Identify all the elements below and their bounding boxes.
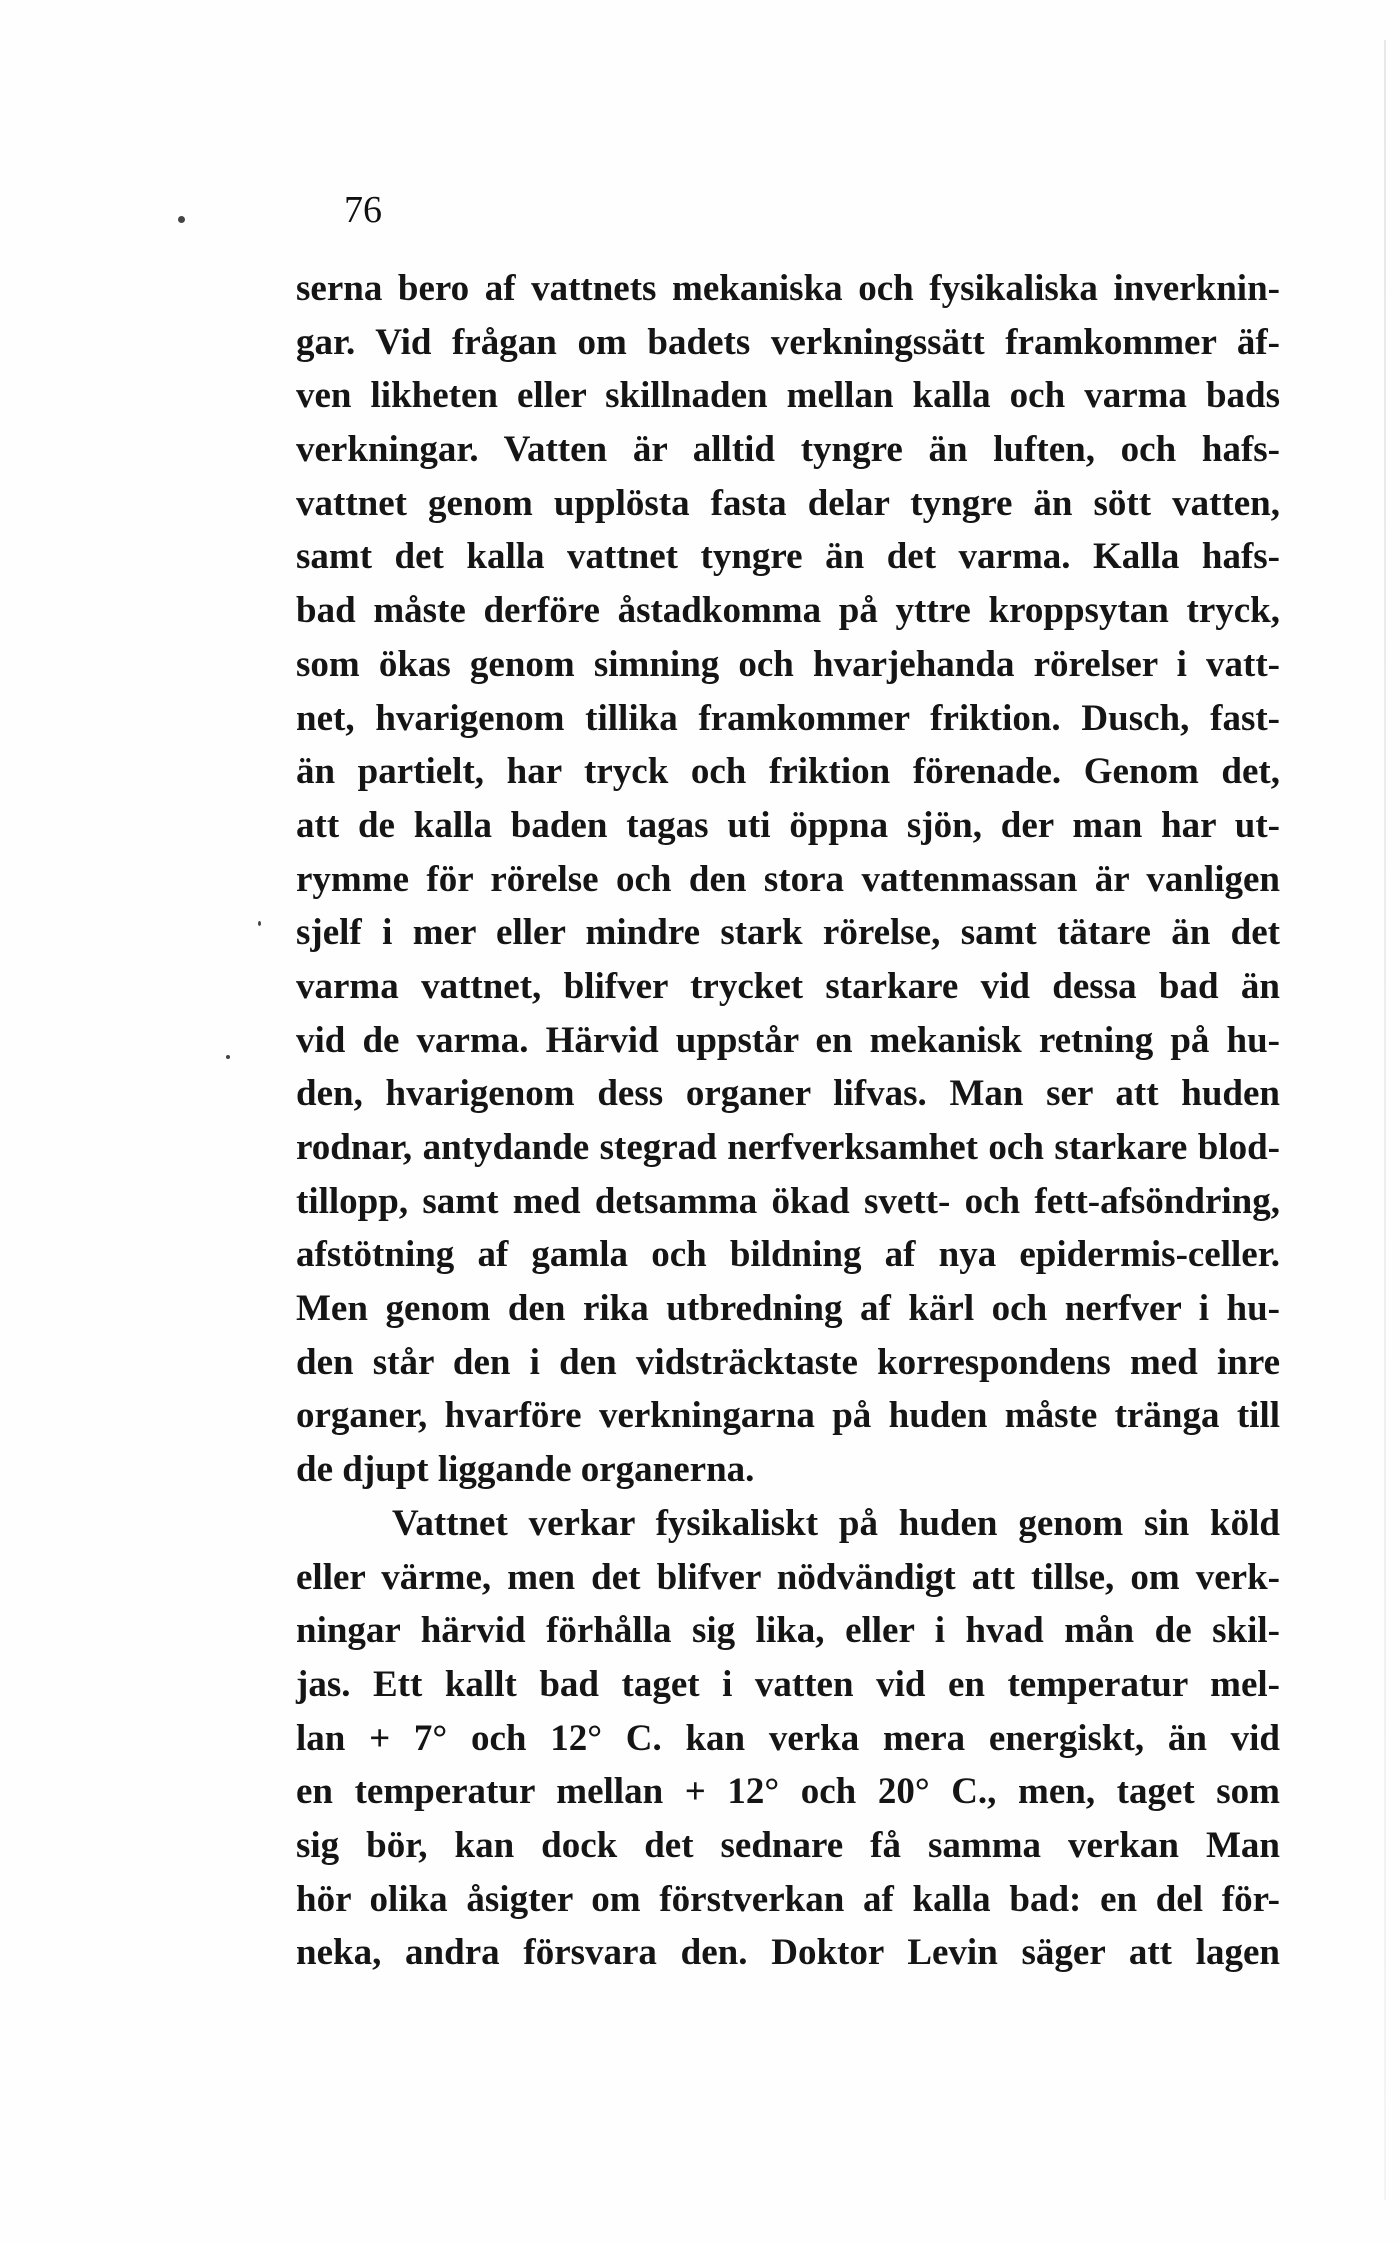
text-line: som ökas genom simning och hvarjehanda rörelser i vatt- <box>296 643 1280 685</box>
text-line: neka, andra försvara den. Doktor Levin säger att lagen <box>296 1932 1280 1974</box>
text-line: hör olika åsigter om förstverkan af kalla bad: en del för- <box>296 1878 1280 1920</box>
text-line: den står den i den vidsträcktaste korrespondens med inre <box>296 1341 1280 1383</box>
print-speck <box>258 921 261 926</box>
paragraph-start-line: Vattnet verkar fysikaliskt på huden genom sin köld <box>392 1502 1280 1544</box>
text-line: än partielt, har tryck och friktion förenade. Genom det, <box>296 751 1280 793</box>
text-line: samt det kalla vattnet tyngre än det varma. Kalla hafs- <box>296 536 1280 578</box>
text-line: eller värme, men det blifver nödvändigt att tillse, om verk- <box>296 1556 1280 1598</box>
text-line: afstötning af gamla och bildning af nya epidermis-celler. <box>296 1234 1280 1276</box>
body-text <box>296 262 1280 1980</box>
text-line: varma vattnet, blifver trycket starkare vid dessa bad än <box>296 965 1280 1007</box>
text-line: gar. Vid frågan om badets verkningssätt framkommer äf- <box>296 321 1280 363</box>
text-line: sig bör, kan dock det sednare få samma verkan Man <box>296 1824 1280 1866</box>
text-line: vattnet genom upplösta fasta delar tyngre än sött vatten, <box>296 482 1280 524</box>
text-line: att de kalla baden tagas uti öppna sjön, der man har ut- <box>296 804 1280 846</box>
page-edge-shadow <box>1384 40 1386 2200</box>
page-number: 76 <box>344 189 382 231</box>
text-line: net, hvarigenom tillika framkommer friktion. Dusch, fast- <box>296 697 1280 739</box>
text-line: serna bero af vattnets mekaniska och fysikaliska inverknin- <box>296 268 1280 309</box>
print-speck <box>226 1055 230 1059</box>
text-line: organer, hvarföre verkningarna på huden måste tränga till <box>296 1395 1280 1437</box>
paragraph-end-line: de djupt liggande organerna. <box>296 1449 755 1491</box>
print-speck <box>178 216 185 223</box>
text-line: en temperatur mellan + 12° och 20° C., men, taget som <box>296 1771 1280 1813</box>
text-line: ven likheten eller skillnaden mellan kalla och varma bads <box>296 375 1280 417</box>
text-line: sjelf i mer eller mindre stark rörelse, samt tätare än det <box>296 912 1280 954</box>
text-line: lan + 7° och 12° C. kan verka mera energiskt, än vid <box>296 1717 1280 1759</box>
text-line: Men genom den rika utbredning af kärl och nerfver i hu- <box>296 1288 1280 1330</box>
text-line: vid de varma. Härvid uppstår en mekanisk retning på hu- <box>296 1019 1280 1061</box>
text-line: rymme för rörelse och den stora vattenmassan är vanligen <box>296 858 1280 900</box>
text-line: ningar härvid förhålla sig lika, eller i hvad mån de skil- <box>296 1610 1280 1652</box>
text-line: jas. Ett kallt bad taget i vatten vid en temperatur mel- <box>296 1663 1280 1705</box>
text-line: rodnar, antydande stegrad nerfverksamhet och starkare blod- <box>296 1127 1280 1168</box>
text-line: tillopp, samt med detsamma ökad svett- och fett-afsöndring, <box>296 1180 1280 1222</box>
text-line: den, hvarigenom dess organer lifvas. Man ser att huden <box>296 1073 1280 1115</box>
text-line: verkningar. Vatten är alltid tyngre än luften, och hafs- <box>296 429 1280 471</box>
text-line: bad måste derföre åstadkomma på yttre kroppsytan tryck, <box>296 590 1280 632</box>
